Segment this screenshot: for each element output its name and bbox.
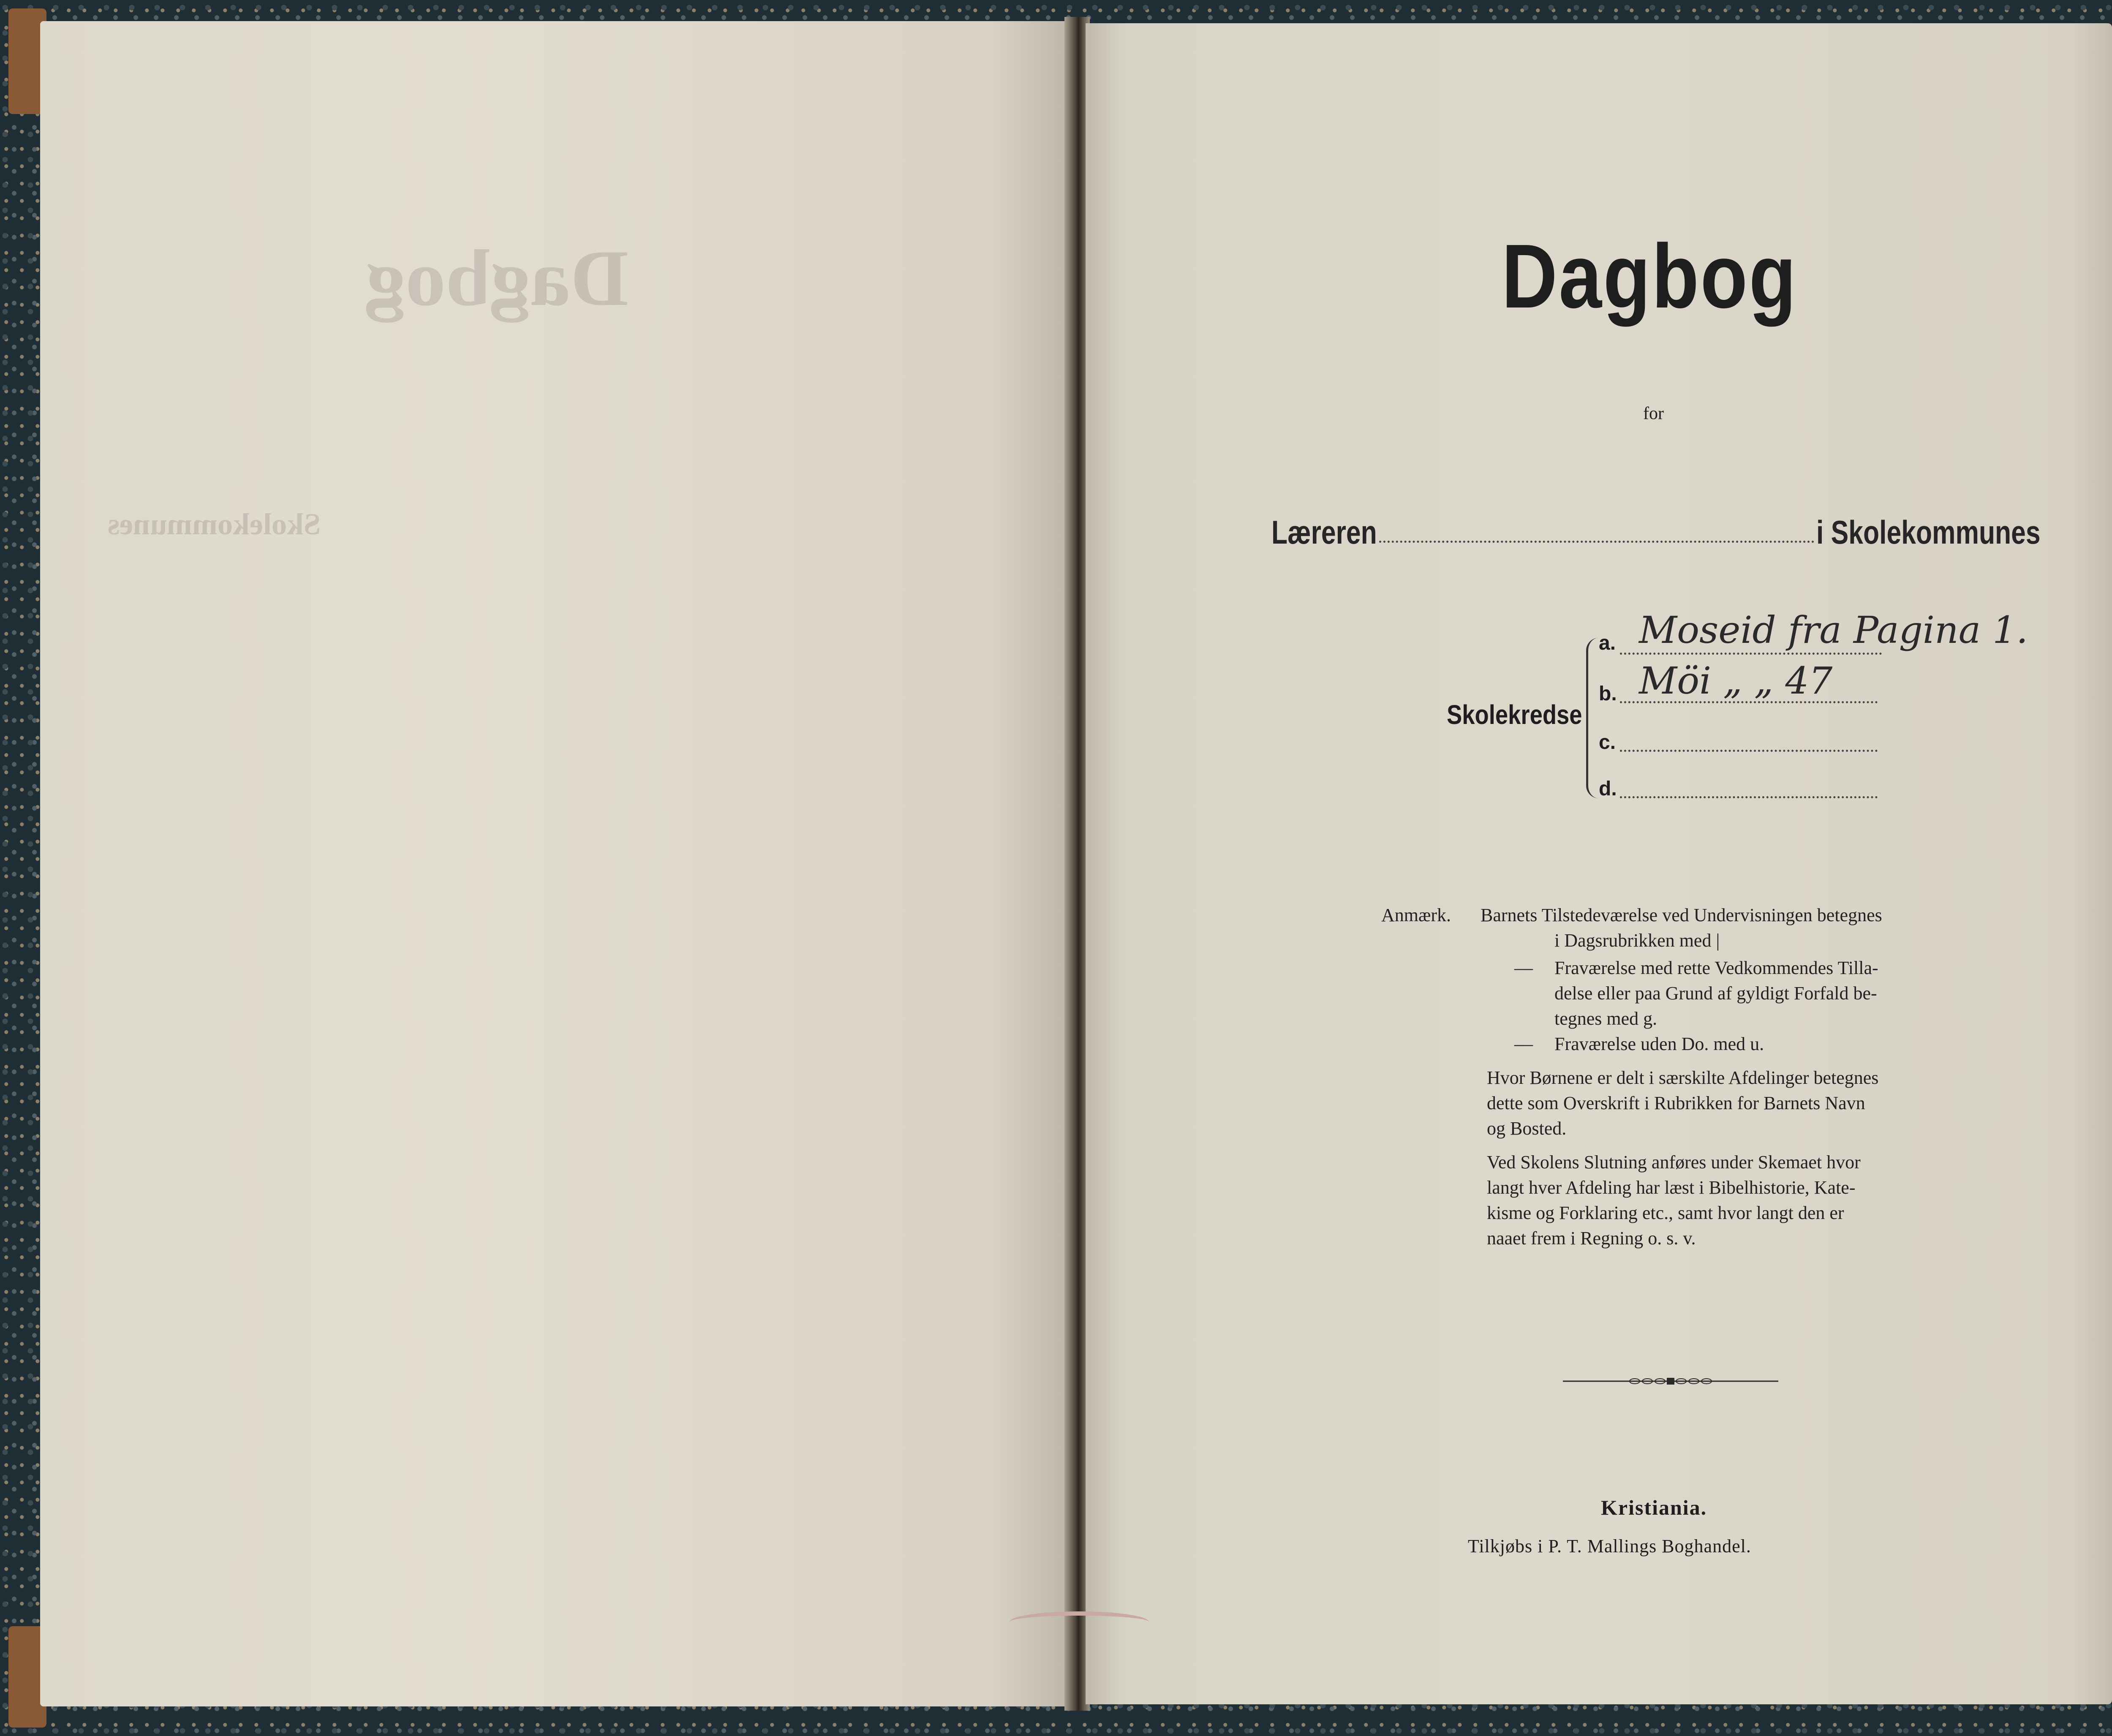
page-title: Dagbog — [1502, 225, 1798, 327]
imprint-publisher: Tilkjøbs i P. T. Mallings Boghandel. — [1468, 1536, 1751, 1556]
remark-paragraph-line: og Bosted. — [1487, 1118, 1567, 1139]
district-a-handwriting: Moseid fra Pagina 1. — [1639, 608, 2028, 652]
remark-dash: — — [1514, 1034, 1533, 1054]
remark-line: delse eller paa Grund af gyldigt Forfald be- — [1554, 983, 1877, 1004]
remark-paragraph-line: naaet frem i Regning o. s. v. — [1487, 1228, 1696, 1249]
district-letter-a: a. — [1599, 632, 1616, 654]
left-page — [40, 21, 1071, 1706]
districts-label: Skolekredse — [1447, 699, 1582, 730]
district-line-a — [1620, 653, 1882, 655]
remark-paragraph-line: kisme og Forklaring etc., samt hvor langt den er — [1487, 1203, 1844, 1223]
commune-label: i Skolekommunes — [1816, 514, 2041, 551]
district-line-d — [1620, 796, 1878, 798]
for-label: for — [1643, 404, 1664, 423]
remark-heading: Anmærk. — [1381, 905, 1451, 925]
remark-paragraph-line: dette som Overskrift i Rubrikken for Barnets Navn — [1487, 1093, 1865, 1113]
remark-line: i Dagsrubrikken med | — [1554, 930, 1720, 951]
remark-line: tegnes med g. — [1554, 1008, 1657, 1029]
district-letter-c: c. — [1599, 731, 1616, 754]
remark-line: Fraværelse med rette Vedkommendes Tilla- — [1554, 958, 1878, 978]
binding-thread — [1010, 1611, 1149, 1633]
remark-paragraph-line: Ved Skolens Slutning anføres under Skemaet hvor — [1487, 1152, 1861, 1173]
teacher-name-field — [1379, 541, 1814, 543]
remark-paragraph-line: Hvor Børnene er delt i særskilte Afdelinger betegnes — [1487, 1067, 1879, 1088]
district-letter-b: b. — [1599, 683, 1617, 705]
remark-dash: — — [1514, 958, 1533, 978]
ghost-commune: Skolekommunes — [108, 507, 321, 541]
ornament-divider — [1563, 1377, 1778, 1385]
remark-line: Fraværelse uden Do. med u. — [1554, 1034, 1764, 1054]
district-b-handwriting: Möi „ „ 47 — [1639, 659, 1833, 702]
district-letter-d: d. — [1599, 778, 1617, 800]
remark-paragraph-line: langt hver Afdeling har læst i Bibelhistorie, Kate- — [1487, 1177, 1856, 1198]
ghost-title: Dagbog — [365, 234, 629, 323]
teacher-label: Læreren — [1271, 514, 1377, 551]
districts-brace — [1586, 638, 1601, 798]
remark-line: Barnets Tilstedeværelse ved Undervisningen betegnes — [1481, 905, 1882, 925]
imprint-city: Kristiania. — [1601, 1496, 1707, 1519]
district-line-c — [1620, 750, 1878, 752]
